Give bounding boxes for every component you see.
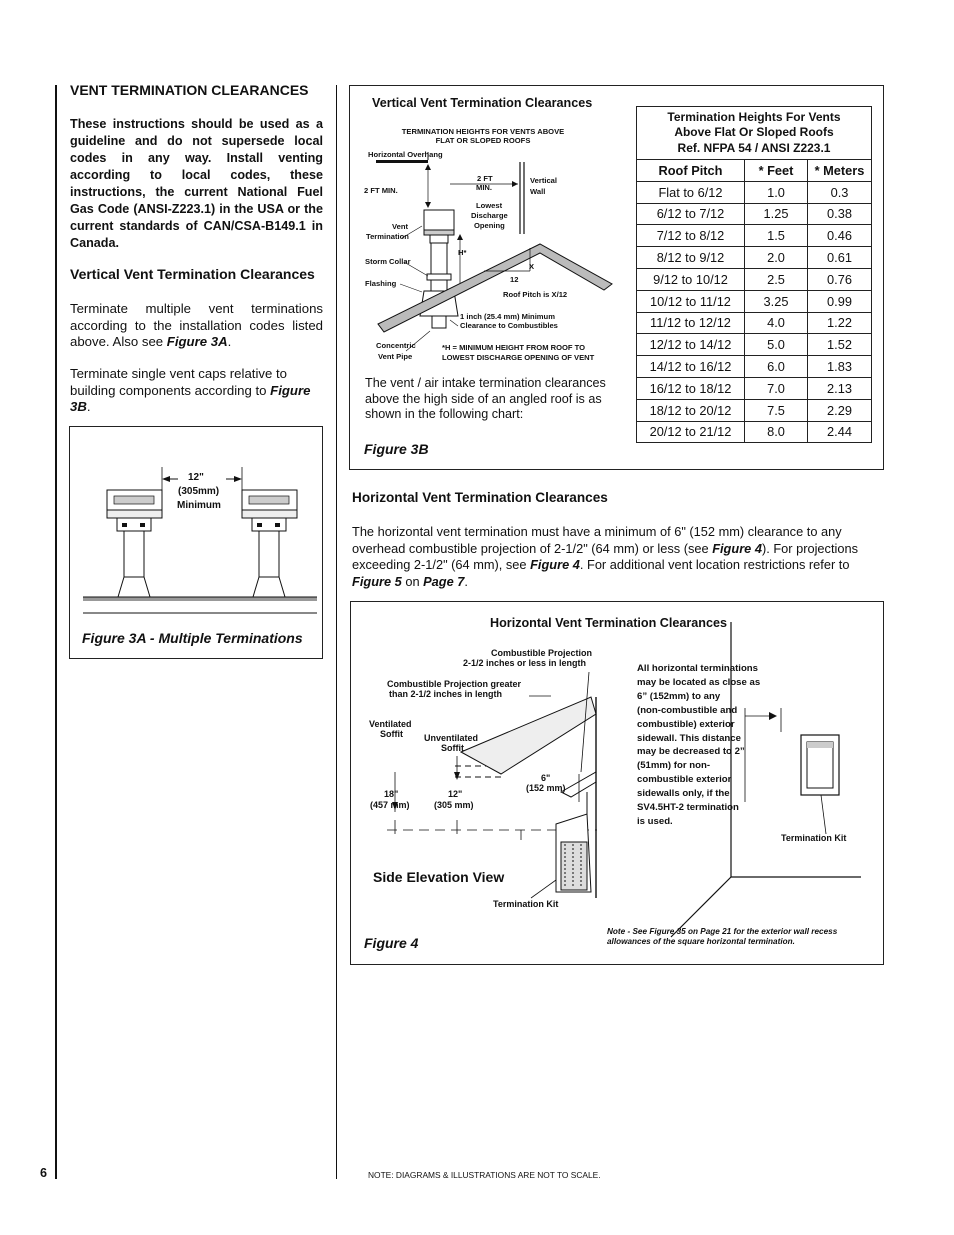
- footer-note: NOTE: DIAGRAMS & ILLUSTRATIONS ARE NOT TO SCALE.: [368, 1170, 601, 1180]
- cell-feet: 1.5: [745, 225, 808, 247]
- fig4-note-line: SV4.5HT-2 termination: [637, 802, 739, 814]
- fig4-note-line: All horizontal terminations: [637, 663, 758, 674]
- figure-3b-body: The vent / air intake termination clearances above the high side of an angled roof is as shown in the following chart:: [365, 376, 606, 422]
- cell-feet: 1.0: [745, 181, 808, 203]
- dim-305mm: (305mm): [178, 486, 220, 497]
- label-h-note-1: *H = MINIMUM HEIGHT FROM ROOF TO: [442, 343, 586, 352]
- cell-roof-pitch: 20/12 to 21/12: [637, 421, 745, 443]
- cell-feet: 5.0: [745, 334, 808, 356]
- fig4-note-line: sidewalls only, if the: [637, 788, 730, 800]
- label-flashing: Flashing: [365, 279, 397, 288]
- figure-4-ref-2[interactable]: Figure 4: [530, 557, 580, 573]
- left-vent-cap: [107, 490, 162, 597]
- col-header-roof-pitch: Roof Pitch: [637, 160, 745, 182]
- figure-3b-title: Vertical Vent Termination Clearances: [372, 96, 593, 110]
- figure-5-ref[interactable]: Figure 5: [352, 573, 402, 589]
- fig4-dim-18: 18": [384, 789, 399, 799]
- figure-3b-ref[interactable]: Figure 3B: [70, 382, 311, 415]
- cell-feet: 2.0: [745, 247, 808, 269]
- label-vent-termination-1: Vent: [392, 222, 409, 231]
- side-elevation-diagram: [351, 602, 883, 964]
- fig4-note: [637, 662, 760, 829]
- cell-meters: 0.38: [808, 203, 872, 225]
- side-elevation-label: Side Elevation View: [373, 869, 505, 885]
- fig4-dim-12: 12": [448, 789, 463, 799]
- column-divider-rule: [336, 85, 337, 1179]
- fig4-label-unventilated-1: Unventilated: [424, 733, 479, 743]
- cell-roof-pitch: 18/12 to 20/12: [637, 399, 745, 421]
- label-lowest-1: Lowest: [476, 201, 503, 210]
- cell-roof-pitch: 7/12 to 8/12: [637, 225, 745, 247]
- fig4-dim-152mm: (152 mm): [526, 783, 566, 793]
- label-x: X: [529, 262, 535, 271]
- figure-3b-caption: Figure 3B: [364, 441, 429, 457]
- fig4-termination-kit-left: Termination Kit: [493, 899, 559, 909]
- cell-meters: 0.61: [808, 247, 872, 269]
- intro-paragraph: These instructions should be used as a guideline and do not supersede local codes in any way. Install venting according to local codes, these instructions, the current National Fuel Gas Code (ANSI-Z223.1) in the USA or the current standards of CAN/CSA-B149.1 in Canada.: [70, 117, 323, 250]
- page-7-ref[interactable]: Page 7: [423, 573, 465, 589]
- fig4-footnote: Note - See Figure 35 on Page 21 for the exterior wall recess allowances of the square horizontal termination.: [607, 927, 838, 946]
- cell-roof-pitch: 8/12 to 9/12: [637, 247, 745, 269]
- cell-roof-pitch: 11/12 to 12/12: [637, 312, 745, 334]
- cell-meters: 1.52: [808, 334, 872, 356]
- figure-4-title: Horizontal Vent Termination Clearances: [490, 616, 728, 630]
- fig4-label-ventilated-2: Soffit: [380, 729, 403, 739]
- label-concentric-1: Concentric: [376, 341, 416, 350]
- label-h-note-2: LOWEST DISCHARGE OPENING OF VENT: [442, 353, 595, 362]
- table-row: [637, 334, 872, 356]
- fig4-termination-kit-right: Termination Kit: [781, 833, 847, 843]
- figure-4-caption: Figure 4: [364, 935, 419, 951]
- right-vent-cap: [242, 490, 297, 597]
- fig4-label-proj-small-1: Combustible Projection: [491, 648, 593, 658]
- vertical-termination-diagram: [360, 126, 625, 366]
- cell-meters: 0.3: [808, 181, 872, 203]
- figure-3a-caption: Figure 3A - Multiple Terminations: [82, 630, 303, 646]
- fig4-label-unventilated-2: Soffit: [441, 743, 464, 753]
- col-header-meters: * Meters: [808, 160, 872, 182]
- fig4-dim-457mm: (457 mm): [370, 800, 410, 810]
- fig4-note-line: sidewall. This distance: [637, 732, 741, 744]
- label-vertical-wall-2: Wall: [530, 187, 546, 196]
- fig4-note-line: combustible exterior: [637, 774, 732, 786]
- label-h-star: H*: [458, 248, 467, 257]
- table-row: [637, 356, 872, 378]
- horizontal-paragraph: The horizontal vent termination must have a minimum of 6" (152 mm) clearance to any overhead combustible projection of 2-1/2" (64 mm) or less (see Figure 4). For projections exceeding 2-1/2" (64 mm), see Figure 4. For additional vent location restrictions refer to Figure 5 on Page 7.: [352, 524, 858, 589]
- multiple-terminations-diagram: [70, 427, 322, 627]
- horizontal-heading: Horizontal Vent Termination Clearances: [352, 490, 608, 505]
- fig4-dim-305mm: (305 mm): [434, 800, 474, 810]
- cell-feet: 1.25: [745, 203, 808, 225]
- cell-roof-pitch: 6/12 to 7/12: [637, 203, 745, 225]
- fig4-note-line: is used.: [637, 815, 673, 827]
- fig4-note-line: combustible) exterior: [637, 718, 735, 730]
- figure-3a-ref[interactable]: Figure 3A: [166, 334, 228, 350]
- table-row: [637, 421, 872, 443]
- table-row: [637, 290, 872, 312]
- dim-12in: 12": [188, 472, 204, 483]
- cell-roof-pitch: Flat to 6/12: [637, 181, 745, 203]
- fig4-label-proj-large-2: than 2-1/2 inches in length: [389, 689, 503, 699]
- table-row: [637, 181, 872, 203]
- table-row: [637, 377, 872, 399]
- cell-meters: 0.99: [808, 290, 872, 312]
- figure-4-ref-1[interactable]: Figure 4: [712, 540, 762, 556]
- cell-feet: 6.0: [745, 356, 808, 378]
- cell-meters: 2.13: [808, 377, 872, 399]
- figure-4-box: [350, 601, 884, 965]
- table-row: [637, 203, 872, 225]
- cell-roof-pitch: 14/12 to 16/12: [637, 356, 745, 378]
- cell-roof-pitch: 9/12 to 10/12: [637, 268, 745, 290]
- cell-feet: 7.5: [745, 399, 808, 421]
- label-clearance-1: 1 inch (25.4 mm) Minimum: [460, 312, 555, 321]
- fig4-note-line: may be decreased to 2”: [637, 746, 745, 758]
- vertical-subheading: Vertical Vent Termination Clearances: [70, 266, 315, 282]
- cell-feet: 7.0: [745, 377, 808, 399]
- label-vent-termination-2: Termination: [366, 232, 409, 241]
- table-row: [637, 247, 872, 269]
- label-clearance-2: Clearance to Combustibles: [460, 321, 558, 330]
- label-lowest-3: Opening: [474, 221, 505, 230]
- cell-feet: 3.25: [745, 290, 808, 312]
- label-roof-pitch: Roof Pitch is X/12: [503, 290, 568, 299]
- fig4-note-line: (non-combustible and: [637, 704, 738, 716]
- col-header-feet: * Feet: [745, 160, 808, 182]
- left-margin-rule: [55, 85, 57, 1179]
- label-lowest-2: Discharge: [471, 211, 508, 220]
- cell-roof-pitch: 16/12 to 18/12: [637, 377, 745, 399]
- cell-feet: 4.0: [745, 312, 808, 334]
- cell-feet: 2.5: [745, 268, 808, 290]
- fig4-note-line: (51mm) for non-: [637, 760, 711, 772]
- paragraph-single: Terminate single vent caps relative to building components according to Figure 3B.: [70, 366, 311, 415]
- label-vertical-wall-1: Vertical: [530, 176, 558, 185]
- cell-meters: 2.44: [808, 421, 872, 443]
- label-horizontal-overhang: Horizontal Overhang: [368, 150, 443, 159]
- cell-roof-pitch: 12/12 to 14/12: [637, 334, 745, 356]
- cell-meters: 1.22: [808, 312, 872, 334]
- table-row: [637, 268, 872, 290]
- table-title: Termination Heights For Vents Above Flat Or Sloped Roofs Ref. NFPA 54 / ANSI Z223.1: [637, 107, 872, 160]
- label-storm-collar: Storm Collar: [365, 257, 411, 266]
- label-12: 12: [510, 275, 519, 284]
- cell-meters: 2.29: [808, 399, 872, 421]
- table-row: [637, 399, 872, 421]
- fig4-note-line: may be located as close as: [637, 676, 761, 688]
- fig4-label-proj-small-2: 2-1/2 inches or less in length: [463, 658, 587, 668]
- section-heading: VENT TERMINATION CLEARANCES: [70, 82, 309, 98]
- fig4-label-ventilated-1: Ventilated: [369, 719, 412, 729]
- table-body: [637, 181, 872, 443]
- cell-meters: 0.76: [808, 268, 872, 290]
- cell-meters: 0.46: [808, 225, 872, 247]
- label-2ft-top-2: MIN.: [476, 183, 493, 192]
- label-2ft-top-1: 2 FT: [477, 174, 493, 183]
- cell-roof-pitch: 10/12 to 11/12: [637, 290, 745, 312]
- page-number: 6: [40, 1166, 48, 1180]
- cell-meters: 1.83: [808, 356, 872, 378]
- fig4-label-proj-large-1: Combustible Projection greater: [387, 679, 522, 689]
- figure-3a-box: [69, 426, 323, 659]
- table-row: [637, 225, 872, 247]
- figure-3b-box: [349, 85, 884, 470]
- fig4-dim-6: 6": [541, 773, 551, 783]
- termination-heights-table: [636, 106, 872, 443]
- label-concentric-2: Vent Pipe: [378, 352, 413, 361]
- label-2ft-min-left: 2 FT MIN.: [364, 186, 398, 195]
- cell-feet: 8.0: [745, 421, 808, 443]
- fig4-note-line: 6” (152mm) to any: [637, 690, 721, 702]
- dim-minimum: Minimum: [177, 500, 221, 511]
- diagram-heading: TERMINATION HEIGHTS FOR VENTS ABOVE FLAT OR SLOPED ROOFS: [401, 127, 565, 145]
- table-row: [637, 312, 872, 334]
- paragraph-multiple: Terminate multiple vent terminations according to the installation codes listed above. Also see Figure 3A.: [70, 301, 323, 350]
